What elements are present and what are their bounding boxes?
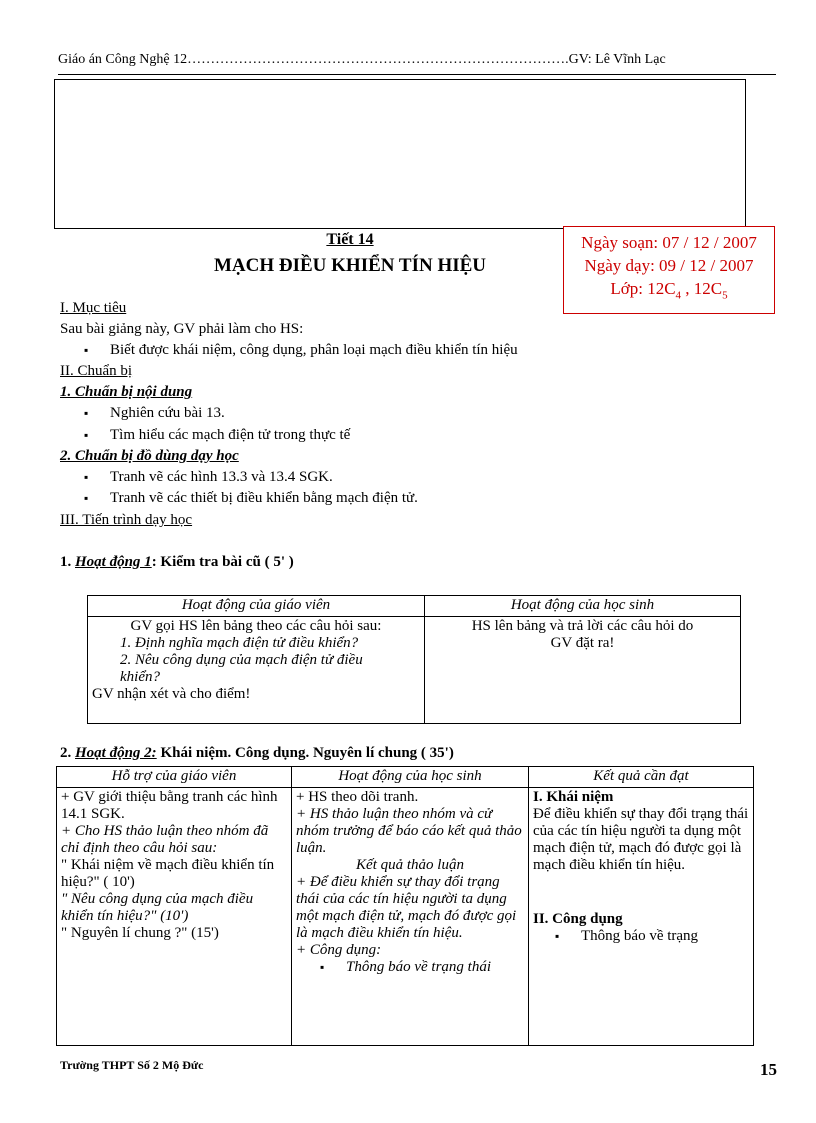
section3-heading: III. Tiến trình dạy học: [60, 512, 193, 528]
page-header: Giáo án Công Nghệ 12……………………………………………………………………….GV: Lê Vĩnh Lạc: [58, 52, 666, 67]
sub2-item: ▪ Tranh vẽ các hình 13.3 và 13.4 SGK.: [110, 469, 333, 486]
col-header: Kết quả cần đạt: [529, 767, 754, 788]
activity1-heading: 1. Hoạt động 1: Kiểm tra bài cũ ( 5' ): [60, 554, 294, 570]
lesson-title: MẠCH ĐIỀU KHIỂN TÍN HIỆU: [213, 255, 487, 276]
class-line: Lớp: $12C_4$ , $12C_5$: [610, 279, 728, 302]
sub1-item: ▪ Tìm hiểu các mạch điện tử trong thực tế: [110, 427, 350, 444]
footer-school: Trường THPT Số 2 Mộ Đức: [60, 1058, 204, 1072]
gv-cell: GV gọi HS lên bảng theo các câu hỏi sau: 1. Định nghĩa mạch điện tử điều khiển? 2. Nêu công dụng của mạch điện tử điều khiển? GV nhận xét và cho điểm!: [88, 617, 425, 724]
date-day: Ngày dạy: 09 / 12 / 2007: [584, 256, 754, 275]
activity1-table: [87, 595, 741, 724]
hs-activity-cell: + HS theo dõi tranh. + HS thảo luận theo nhóm và cử nhóm trưởng để báo cáo kết quả thảo luận. Kết quả thảo luận + Để điều khiển sự thay đổi trạng thái của các tín hiệu người ta dụng một mạch điện tử, mạch đó được gọi là mạch điều khiển tín hiệu. + Công dụng: ▪ Thông báo về trạng thái: [292, 788, 529, 1046]
section1-bullet: ▪ Biết được khái niệm, công dụng, phân loại mạch điều khiển tín hiệu: [110, 342, 518, 359]
header-rule: [58, 74, 776, 75]
section1-heading: I. Mục tiêu: [60, 300, 127, 316]
activity2-heading: 2. Hoạt động 2: Khái niệm. Công dụng. Nguyên lí chung ( 35'): [60, 745, 454, 761]
section1-intro: Sau bài giảng này, GV phải làm cho HS:: [60, 321, 304, 337]
sub2-item: ▪ Tranh vẽ các thiết bị điều khiển bằng mạch điện tử.: [110, 490, 418, 507]
col-header: Hoạt động của giáo viên: [88, 596, 425, 617]
hs-cell: HS lên bảng và trả lời các câu hỏi do GV đặt ra!: [425, 617, 741, 724]
date-soan: Ngày soạn: 07 / 12 / 2007: [581, 233, 757, 252]
col-header: Hoạt động của học sinh: [292, 767, 529, 788]
gv-support-cell: + GV giới thiệu bằng tranh các hình 14.1 SGK. + Cho HS thảo luận theo nhóm đã chỉ định theo câu hỏi sau: " Khái niệm về mạch điều khiển tín hiệu?" ( 10') " Nêu công dụng của mạch điều khiển tín hiệu?" (10') " Nguyên lí chung ?" (15'): [57, 788, 292, 1046]
sub1-item: ▪ Nghiên cứu bài 13.: [110, 405, 225, 422]
activity2-table: [56, 766, 754, 1046]
section2-sub2: 2. Chuẩn bị đồ dùng dạy học: [60, 448, 239, 464]
col-header: Hoạt động của học sinh: [425, 596, 741, 617]
result-cell: I. Khái niệm Để điều khiển sự thay đổi trạng thái của các tín hiệu người ta dụng một mạch điện tử, mạch đó được gọi là mạch điều khiển tín hiệu. II. Công dụng ▪ Thông báo về trạng: [529, 788, 754, 1046]
lesson-number: Tiết 14: [326, 231, 374, 248]
section2-heading: II. Chuẩn bị: [60, 363, 133, 379]
empty-frame: [54, 79, 746, 229]
section2-sub1: 1. Chuẩn bị nội dung: [60, 384, 193, 400]
col-header: Hỗ trợ của giáo viên: [57, 767, 292, 788]
date-box: [563, 226, 775, 314]
page-number: 15: [760, 1060, 777, 1079]
